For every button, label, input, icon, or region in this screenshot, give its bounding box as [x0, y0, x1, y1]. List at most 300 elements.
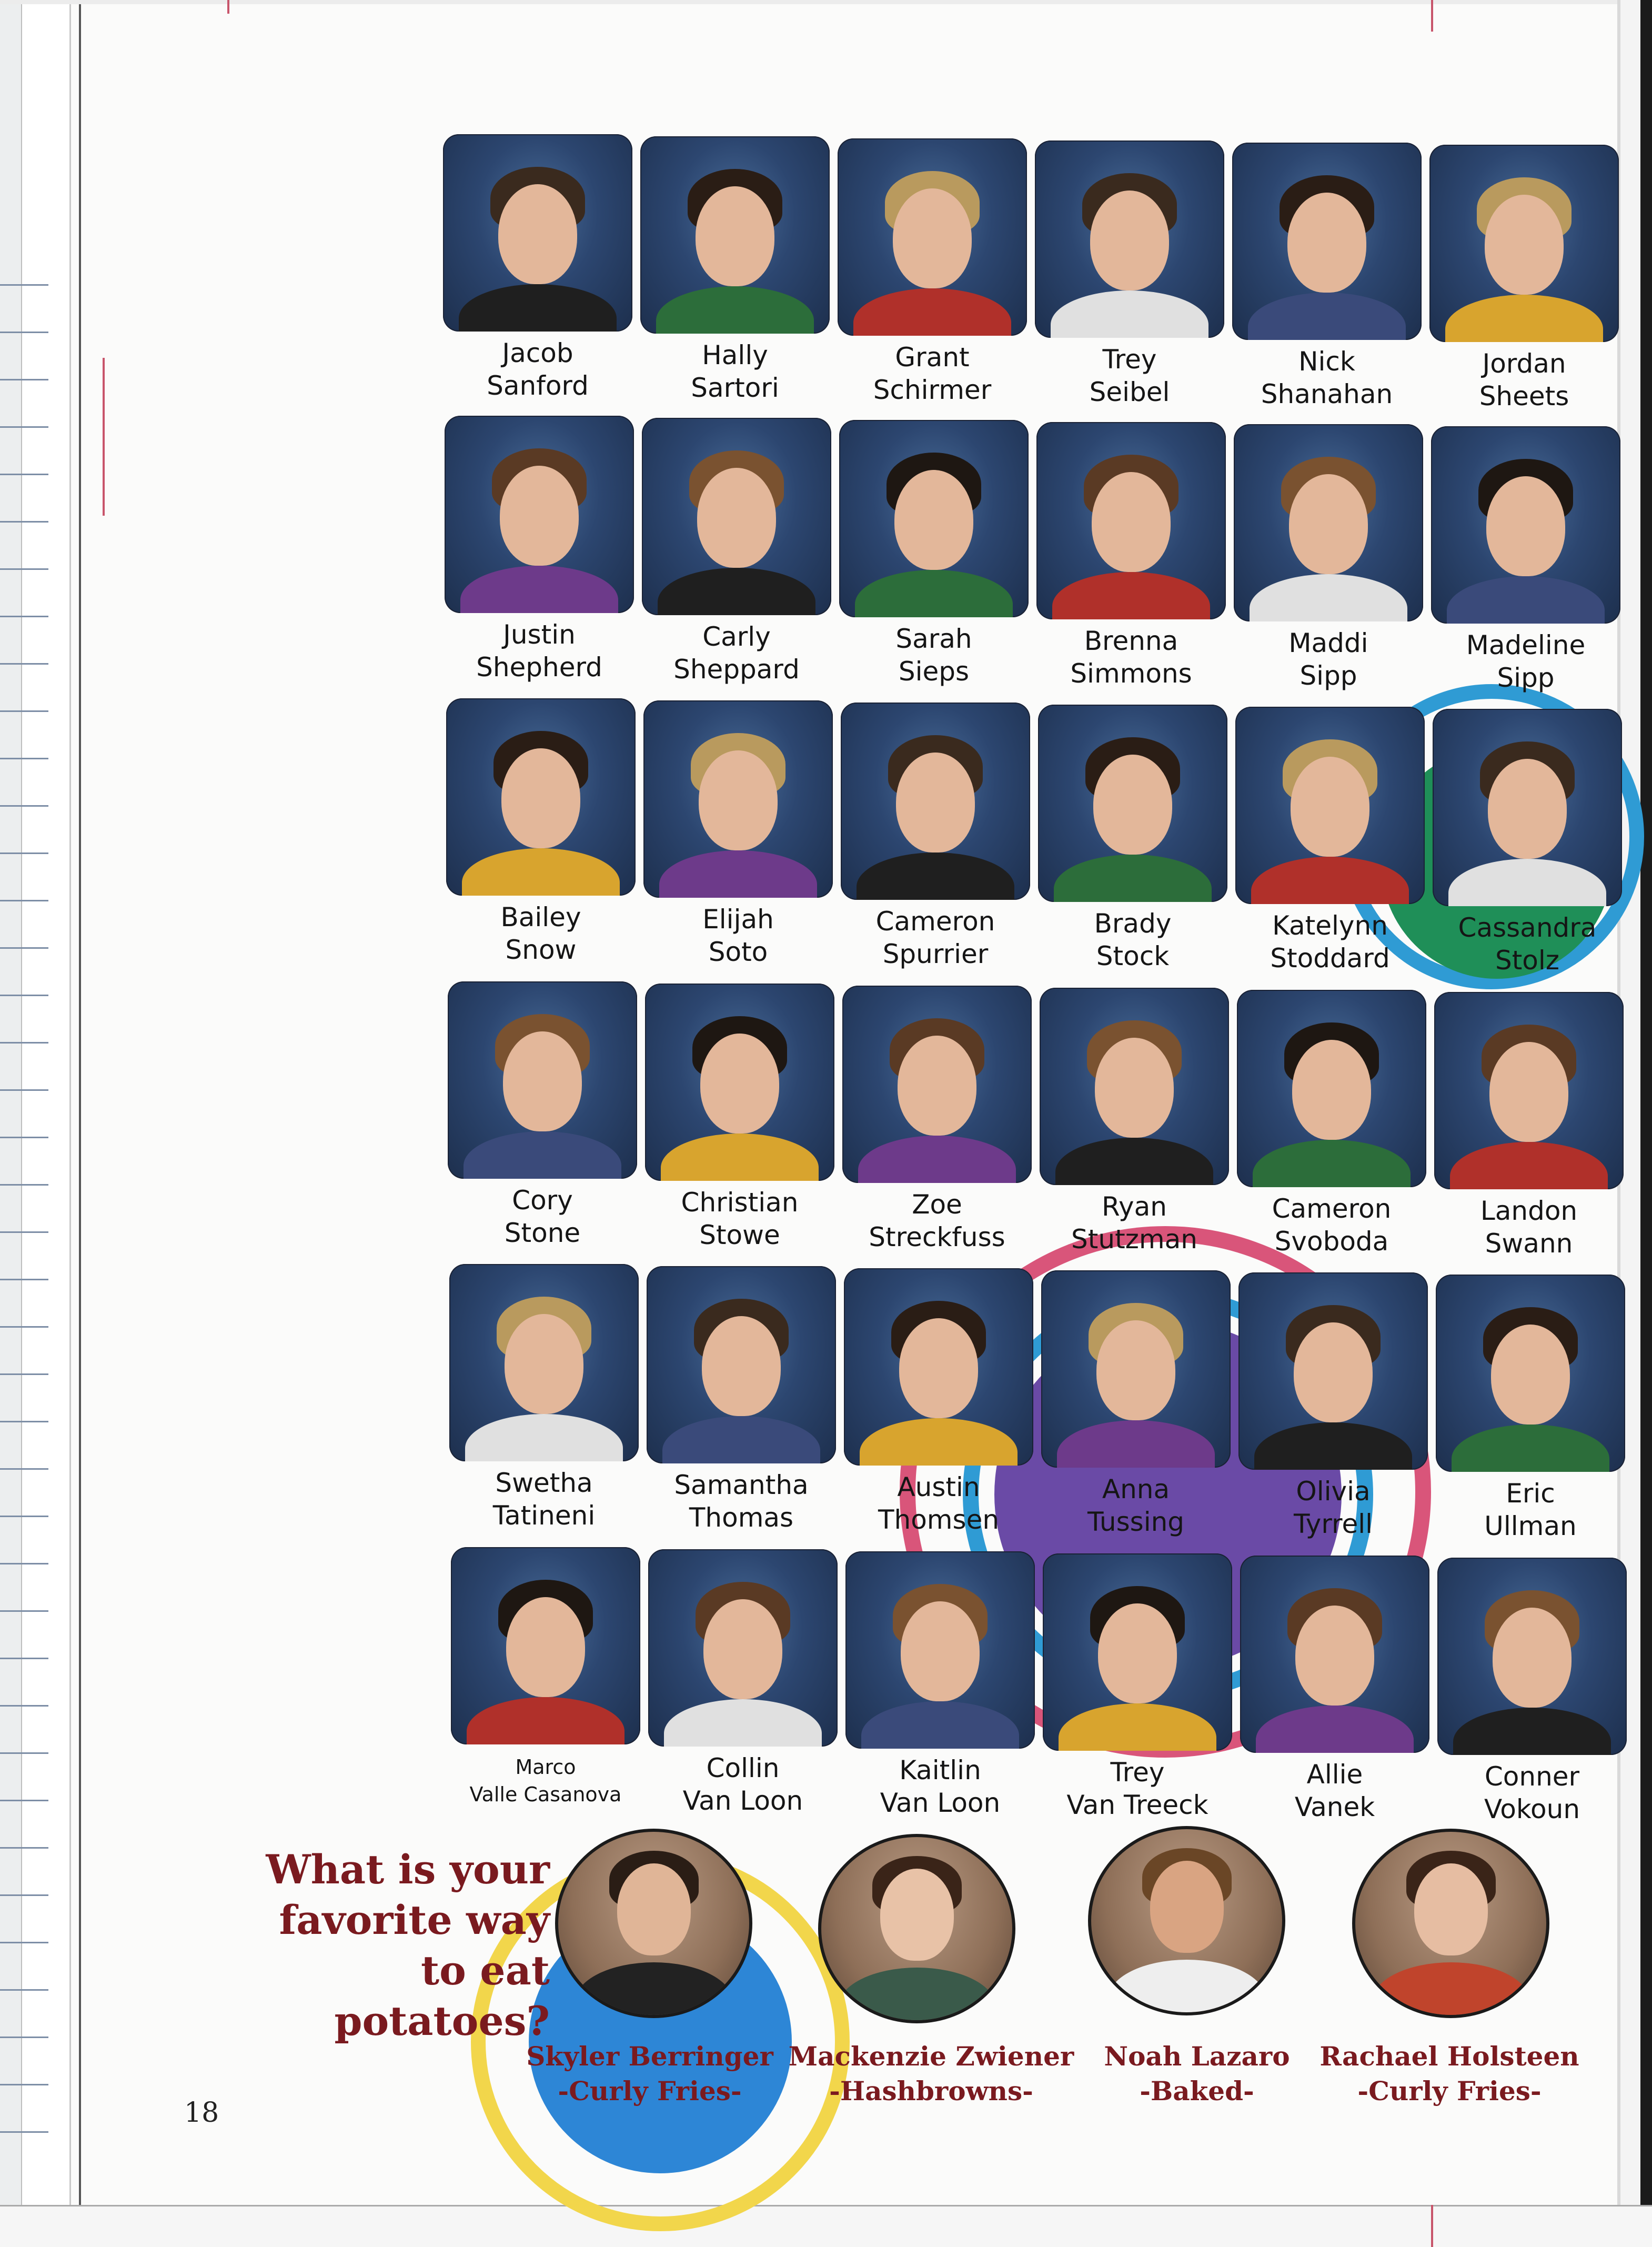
portrait-card [1434, 992, 1624, 1271]
binder-tick [0, 1184, 48, 1186]
first-name: Sarah [895, 624, 972, 654]
binder-tick [0, 1089, 48, 1091]
photo-face [501, 748, 580, 848]
student-name [1414, 347, 1635, 413]
page-number: 18 [184, 2097, 219, 2129]
binder-tick [0, 710, 48, 712]
photo-face [1294, 1322, 1373, 1422]
photo-shoulders [857, 852, 1014, 900]
survey-response [1050, 2039, 1344, 2109]
student-photo [443, 134, 632, 332]
survey-response [1302, 2039, 1597, 2109]
last-name: Sartori [691, 373, 779, 403]
student-photo [841, 703, 1030, 900]
photo-face [1291, 757, 1369, 857]
photo-shoulders [855, 570, 1013, 617]
student-photo [1436, 1275, 1625, 1472]
portrait-card [443, 134, 632, 413]
photo-shoulders [1055, 1138, 1213, 1185]
last-name: Stowe [699, 1220, 780, 1250]
binder-tick [0, 1468, 48, 1470]
portrait-card [645, 984, 834, 1262]
photo-shoulders [462, 848, 620, 896]
photo-face [896, 753, 975, 852]
portrait-card [1235, 707, 1425, 986]
photo-face [498, 184, 577, 284]
first-name: Justin [503, 619, 576, 650]
portrait-card [1238, 1272, 1428, 1551]
last-name: Vanek [1294, 1792, 1375, 1822]
binder-tick [0, 1137, 48, 1138]
photo-face [1096, 1320, 1175, 1420]
portrait-card [1043, 1553, 1232, 1832]
student-photo [1040, 988, 1229, 1185]
photo-face [699, 750, 778, 850]
student-name [1216, 345, 1437, 410]
student-name [828, 1471, 1049, 1536]
last-name: Swann [1485, 1228, 1573, 1259]
photo-face [1414, 1863, 1488, 1955]
binder-tick [0, 758, 48, 759]
binder-tick [0, 900, 48, 901]
survey-question [208, 1844, 550, 2047]
student-photo [647, 1266, 836, 1463]
student-name [1422, 1760, 1643, 1825]
student-name [1223, 1475, 1444, 1540]
binder-tick [0, 1516, 48, 1517]
portrait-card [841, 703, 1030, 981]
first-name: Grant [895, 342, 970, 373]
photo-face [702, 1316, 781, 1416]
first-name: Christian [681, 1187, 799, 1218]
photo-face [503, 1031, 582, 1131]
portrait-card [1041, 1270, 1231, 1549]
first-name: Cassandra [1458, 912, 1597, 943]
last-name: Stone [504, 1218, 581, 1248]
student-photo [1232, 143, 1422, 340]
photo-shoulders [662, 1416, 820, 1463]
student-photo [1238, 1272, 1428, 1470]
photo-face [894, 470, 973, 570]
portrait-card [1429, 145, 1619, 424]
binder-tick [0, 852, 48, 854]
photo-shoulders [658, 568, 815, 615]
photo-face [1488, 759, 1567, 859]
portrait-card [845, 1551, 1035, 1830]
photo-shoulders [1448, 859, 1606, 906]
portrait-card [1038, 705, 1227, 984]
first-name: Marco [515, 1756, 576, 1779]
last-name: Thomas [689, 1502, 794, 1533]
student-photo [642, 418, 831, 615]
binder-tick [0, 1800, 48, 1801]
portrait-card [1234, 424, 1423, 703]
student-name [1420, 1477, 1641, 1542]
student-name [631, 1469, 852, 1534]
photo-shoulders [467, 1697, 624, 1744]
first-name: Nick [1298, 346, 1355, 377]
first-name: Anna [1102, 1474, 1170, 1504]
binder-tick [0, 1610, 48, 1612]
student-name [822, 341, 1043, 406]
student-photo [648, 1549, 838, 1747]
photo-shoulders [1254, 1422, 1412, 1470]
first-name: Katelynn [1272, 910, 1388, 941]
photo-shoulders [659, 850, 817, 898]
last-name: Sieps [898, 656, 970, 687]
edge-mark [227, 0, 229, 14]
portrait-card [1040, 988, 1229, 1267]
last-name: Valle Casanova [469, 1783, 622, 1806]
respondent-name: Skyler Berringer [526, 2041, 773, 2072]
first-name: Eric [1506, 1478, 1555, 1509]
first-name: Trey [1102, 344, 1157, 375]
portrait-card [640, 136, 830, 415]
student-name [830, 1754, 1051, 1819]
portrait-card [1232, 143, 1422, 422]
photo-face [1493, 1608, 1572, 1708]
photo-shoulders [1059, 1703, 1216, 1751]
portrait-card [1437, 1558, 1627, 1837]
portrait-card [451, 1547, 640, 1826]
respondent-name: Mackenzie Zwiener [788, 2041, 1074, 2072]
last-name: Stock [1096, 941, 1170, 971]
first-name: Madeline [1466, 630, 1586, 660]
respondent-name: Rachael Holsteen [1319, 2041, 1579, 2072]
student-photo [643, 700, 833, 898]
photo-face [506, 1597, 585, 1697]
last-name: Shepherd [476, 652, 602, 683]
last-name: Soto [708, 937, 768, 967]
survey-response [784, 2039, 1079, 2109]
last-name: Thomsen [878, 1504, 1000, 1535]
student-photo [838, 138, 1027, 336]
last-name: Tussing [1087, 1507, 1185, 1537]
portrait-card [1036, 422, 1226, 701]
photo-face [1289, 474, 1368, 574]
respondent-answer: -Curly Fries- [558, 2075, 742, 2106]
photo-shoulders [853, 288, 1011, 336]
student-photo [1429, 145, 1619, 342]
student-photo [1234, 424, 1423, 621]
last-name: Sipp [1300, 660, 1357, 691]
binder-tick [0, 1989, 48, 1991]
photo-shoulders [656, 286, 814, 334]
photo-face [1292, 1040, 1371, 1140]
binder-tick [0, 521, 48, 523]
first-name: Landon [1480, 1196, 1578, 1226]
student-name [429, 618, 650, 684]
binder-tick [0, 474, 48, 475]
student-name [1027, 1756, 1248, 1821]
binder-tick [0, 1752, 48, 1754]
photo-shoulders [1453, 1708, 1611, 1755]
first-name: Zoe [912, 1189, 962, 1220]
student-name [1220, 909, 1441, 975]
binder-tick [0, 2084, 48, 2085]
photo-shoulders [664, 1699, 822, 1747]
student-photo [640, 136, 830, 334]
portrait-card [1035, 141, 1224, 419]
survey-photo [1088, 1826, 1285, 2015]
last-name: Snow [505, 935, 577, 965]
survey-photo [555, 1829, 752, 2018]
student-name [427, 337, 648, 402]
photo-shoulders [460, 566, 618, 613]
portrait-card [446, 698, 636, 977]
portrait-card [445, 416, 634, 695]
photo-shoulders [1054, 855, 1212, 902]
edge-mark [1431, 0, 1433, 32]
photo-shoulders [861, 1701, 1019, 1749]
student-name [823, 623, 1044, 688]
first-name: Brenna [1084, 626, 1178, 656]
survey-photo [1352, 1829, 1549, 2018]
last-name: Svoboda [1274, 1226, 1389, 1257]
photo-shoulders [1051, 290, 1208, 338]
binder-tick [0, 1658, 48, 1659]
respondent-answer: -Hashbrowns- [829, 2075, 1033, 2106]
last-name: Tatineni [492, 1500, 596, 1531]
portrait-card [643, 700, 833, 979]
student-photo [844, 1268, 1033, 1466]
photo-shoulders [1447, 576, 1605, 624]
student-name [1224, 1758, 1445, 1823]
student-name [624, 339, 845, 404]
photo-face [1295, 1606, 1374, 1706]
photo-shoulders [1372, 1962, 1530, 2018]
photo-face [898, 1036, 976, 1136]
first-name: Cameron [875, 906, 995, 937]
portrait-card [1237, 990, 1426, 1269]
first-name: Ryan [1102, 1191, 1167, 1222]
student-name [1025, 1473, 1246, 1538]
student-name [1024, 1190, 1245, 1256]
student-name [1022, 907, 1243, 972]
last-name: Stolz [1495, 945, 1560, 976]
last-name: Van Loon [682, 1785, 803, 1816]
portrait-card [838, 138, 1027, 417]
binder-tick [0, 1705, 48, 1707]
binder-tick [0, 568, 48, 570]
portrait-card [647, 1266, 836, 1545]
first-name: Collin [706, 1753, 780, 1783]
photo-shoulders [661, 1133, 819, 1181]
last-name: Sheppard [673, 654, 800, 685]
first-name: Hally [702, 340, 768, 370]
student-photo [448, 981, 637, 1179]
last-name: Van Treeck [1066, 1790, 1208, 1820]
first-name: Samantha [674, 1470, 809, 1500]
student-photo [645, 984, 834, 1181]
edge-mark [1431, 2205, 1433, 2247]
first-name: Trey [1110, 1757, 1165, 1788]
first-name: Carly [702, 621, 771, 652]
binder-tick [0, 2131, 48, 2133]
first-name: Jordan [1482, 348, 1566, 379]
first-name: Bailey [500, 902, 581, 932]
student-photo [1437, 1558, 1627, 1755]
last-name: Schirmer [873, 375, 992, 405]
student-photo [1434, 992, 1624, 1189]
student-photo [446, 698, 636, 896]
student-photo [1035, 141, 1224, 338]
student-name [628, 903, 849, 968]
respondent-answer: -Curly Fries- [1357, 2075, 1542, 2106]
portrait-card [1240, 1556, 1429, 1834]
binder-tick [0, 1847, 48, 1849]
binder-tick [0, 1279, 48, 1280]
binder-tick [0, 995, 48, 996]
photo-shoulders [1052, 572, 1210, 619]
portrait-card [642, 418, 831, 697]
student-photo [845, 1551, 1035, 1749]
question-line: favorite way [279, 1897, 550, 1943]
binder-tick [0, 284, 48, 286]
student-photo [449, 1264, 639, 1461]
right-shadow [1640, 0, 1652, 2247]
last-name: Van Loon [880, 1788, 1001, 1818]
binder-tick [0, 332, 48, 333]
first-name: Austin [897, 1472, 980, 1502]
last-name: Shanahan [1261, 379, 1393, 409]
photo-face [1093, 755, 1172, 855]
student-name [1417, 911, 1638, 977]
portrait-card [1431, 426, 1620, 705]
binder-tick [0, 379, 48, 380]
photo-face [1489, 1042, 1568, 1142]
respondent-name: Noah Lazaro [1104, 2041, 1290, 2072]
binder-tick [0, 1373, 48, 1375]
question-line: What is your [266, 1846, 550, 1893]
student-photo [1235, 707, 1425, 904]
portrait-card [448, 981, 637, 1260]
student-photo [445, 416, 634, 613]
photo-shoulders [465, 1414, 623, 1461]
portrait-card [839, 420, 1029, 699]
photo-face [696, 186, 774, 286]
respondent-answer: -Baked- [1140, 2075, 1254, 2106]
student-photo [1431, 426, 1620, 624]
photo-shoulders [838, 1968, 996, 2023]
binder-tick [0, 947, 48, 949]
photo-face [697, 468, 776, 568]
photo-face [880, 1869, 954, 1961]
photo-face [700, 1034, 779, 1133]
student-photo [1237, 990, 1426, 1187]
student-photo [842, 986, 1032, 1183]
portrait-card [648, 1549, 838, 1828]
binder-tick [0, 426, 48, 428]
portrait-card [449, 1264, 639, 1543]
binder-tick [0, 1894, 48, 1896]
binder-tick [0, 1326, 48, 1328]
binder-tick [0, 1942, 48, 1943]
binder-tick [0, 616, 48, 617]
photo-shoulders [459, 284, 617, 332]
portrait-card [1433, 709, 1622, 988]
student-photo [1038, 705, 1227, 902]
student-name [430, 901, 651, 966]
photo-shoulders [1450, 1142, 1608, 1189]
last-name: Sanford [487, 370, 589, 401]
student-name [1415, 629, 1636, 694]
student-name [432, 1184, 653, 1249]
last-name: Seibel [1089, 377, 1170, 407]
first-name: Cory [512, 1185, 573, 1216]
photo-face [505, 1314, 583, 1414]
last-name: Spurrier [882, 939, 989, 969]
student-name [435, 1753, 656, 1808]
photo-face [1486, 476, 1565, 576]
first-name: Jacob [502, 338, 573, 368]
last-name: Sipp [1497, 663, 1555, 693]
last-name: Stoddard [1270, 943, 1390, 974]
photo-face [500, 466, 579, 566]
last-name: Vokoun [1484, 1794, 1580, 1824]
student-photo [1240, 1556, 1429, 1753]
photo-shoulders [1256, 1706, 1414, 1753]
photo-face [1287, 193, 1366, 293]
photo-shoulders [1452, 1425, 1609, 1472]
photo-face [1485, 195, 1564, 295]
student-photo [1433, 709, 1622, 906]
survey-response [502, 2039, 797, 2109]
binder-tick [0, 1563, 48, 1564]
student-photo [839, 420, 1029, 617]
binder-tick [0, 663, 48, 665]
student-name [1418, 1195, 1639, 1260]
binder-tick [0, 1042, 48, 1044]
first-name: Swetha [495, 1468, 593, 1498]
student-name [1021, 625, 1242, 690]
photo-shoulders [1057, 1420, 1215, 1468]
edge-mark [103, 358, 105, 516]
last-name: Simmons [1070, 658, 1192, 689]
photo-shoulders [464, 1131, 621, 1179]
top-edge [0, 0, 1652, 4]
photo-shoulders [1445, 295, 1603, 342]
first-name: Olivia [1296, 1476, 1371, 1507]
photo-face [1491, 1325, 1570, 1425]
photo-face [899, 1318, 978, 1418]
student-name [629, 1186, 850, 1251]
binder-tick [0, 805, 48, 807]
photo-face [1092, 472, 1171, 572]
last-name: Stutzman [1071, 1224, 1197, 1255]
student-name [1221, 1192, 1442, 1258]
last-name: Tyrrell [1293, 1509, 1373, 1539]
photo-shoulders [1253, 1140, 1411, 1187]
portrait-card [1436, 1275, 1625, 1553]
last-name: Streckfuss [869, 1222, 1005, 1252]
last-name: Ullman [1484, 1511, 1577, 1541]
first-name: Brady [1094, 908, 1172, 939]
photo-face [901, 1601, 980, 1701]
last-name: Sheets [1479, 381, 1569, 412]
first-name: Kaitlin [899, 1755, 981, 1785]
binder-tick [0, 1231, 48, 1233]
first-name: Maddi [1288, 628, 1368, 658]
photo-face [617, 1863, 691, 1955]
student-photo [1043, 1553, 1232, 1751]
student-name [434, 1467, 654, 1532]
binder-line [79, 0, 81, 2210]
student-photo [1041, 1270, 1231, 1468]
photo-face [1095, 1038, 1174, 1138]
binder-tick [0, 1421, 48, 1422]
survey-photo [818, 1834, 1015, 2023]
